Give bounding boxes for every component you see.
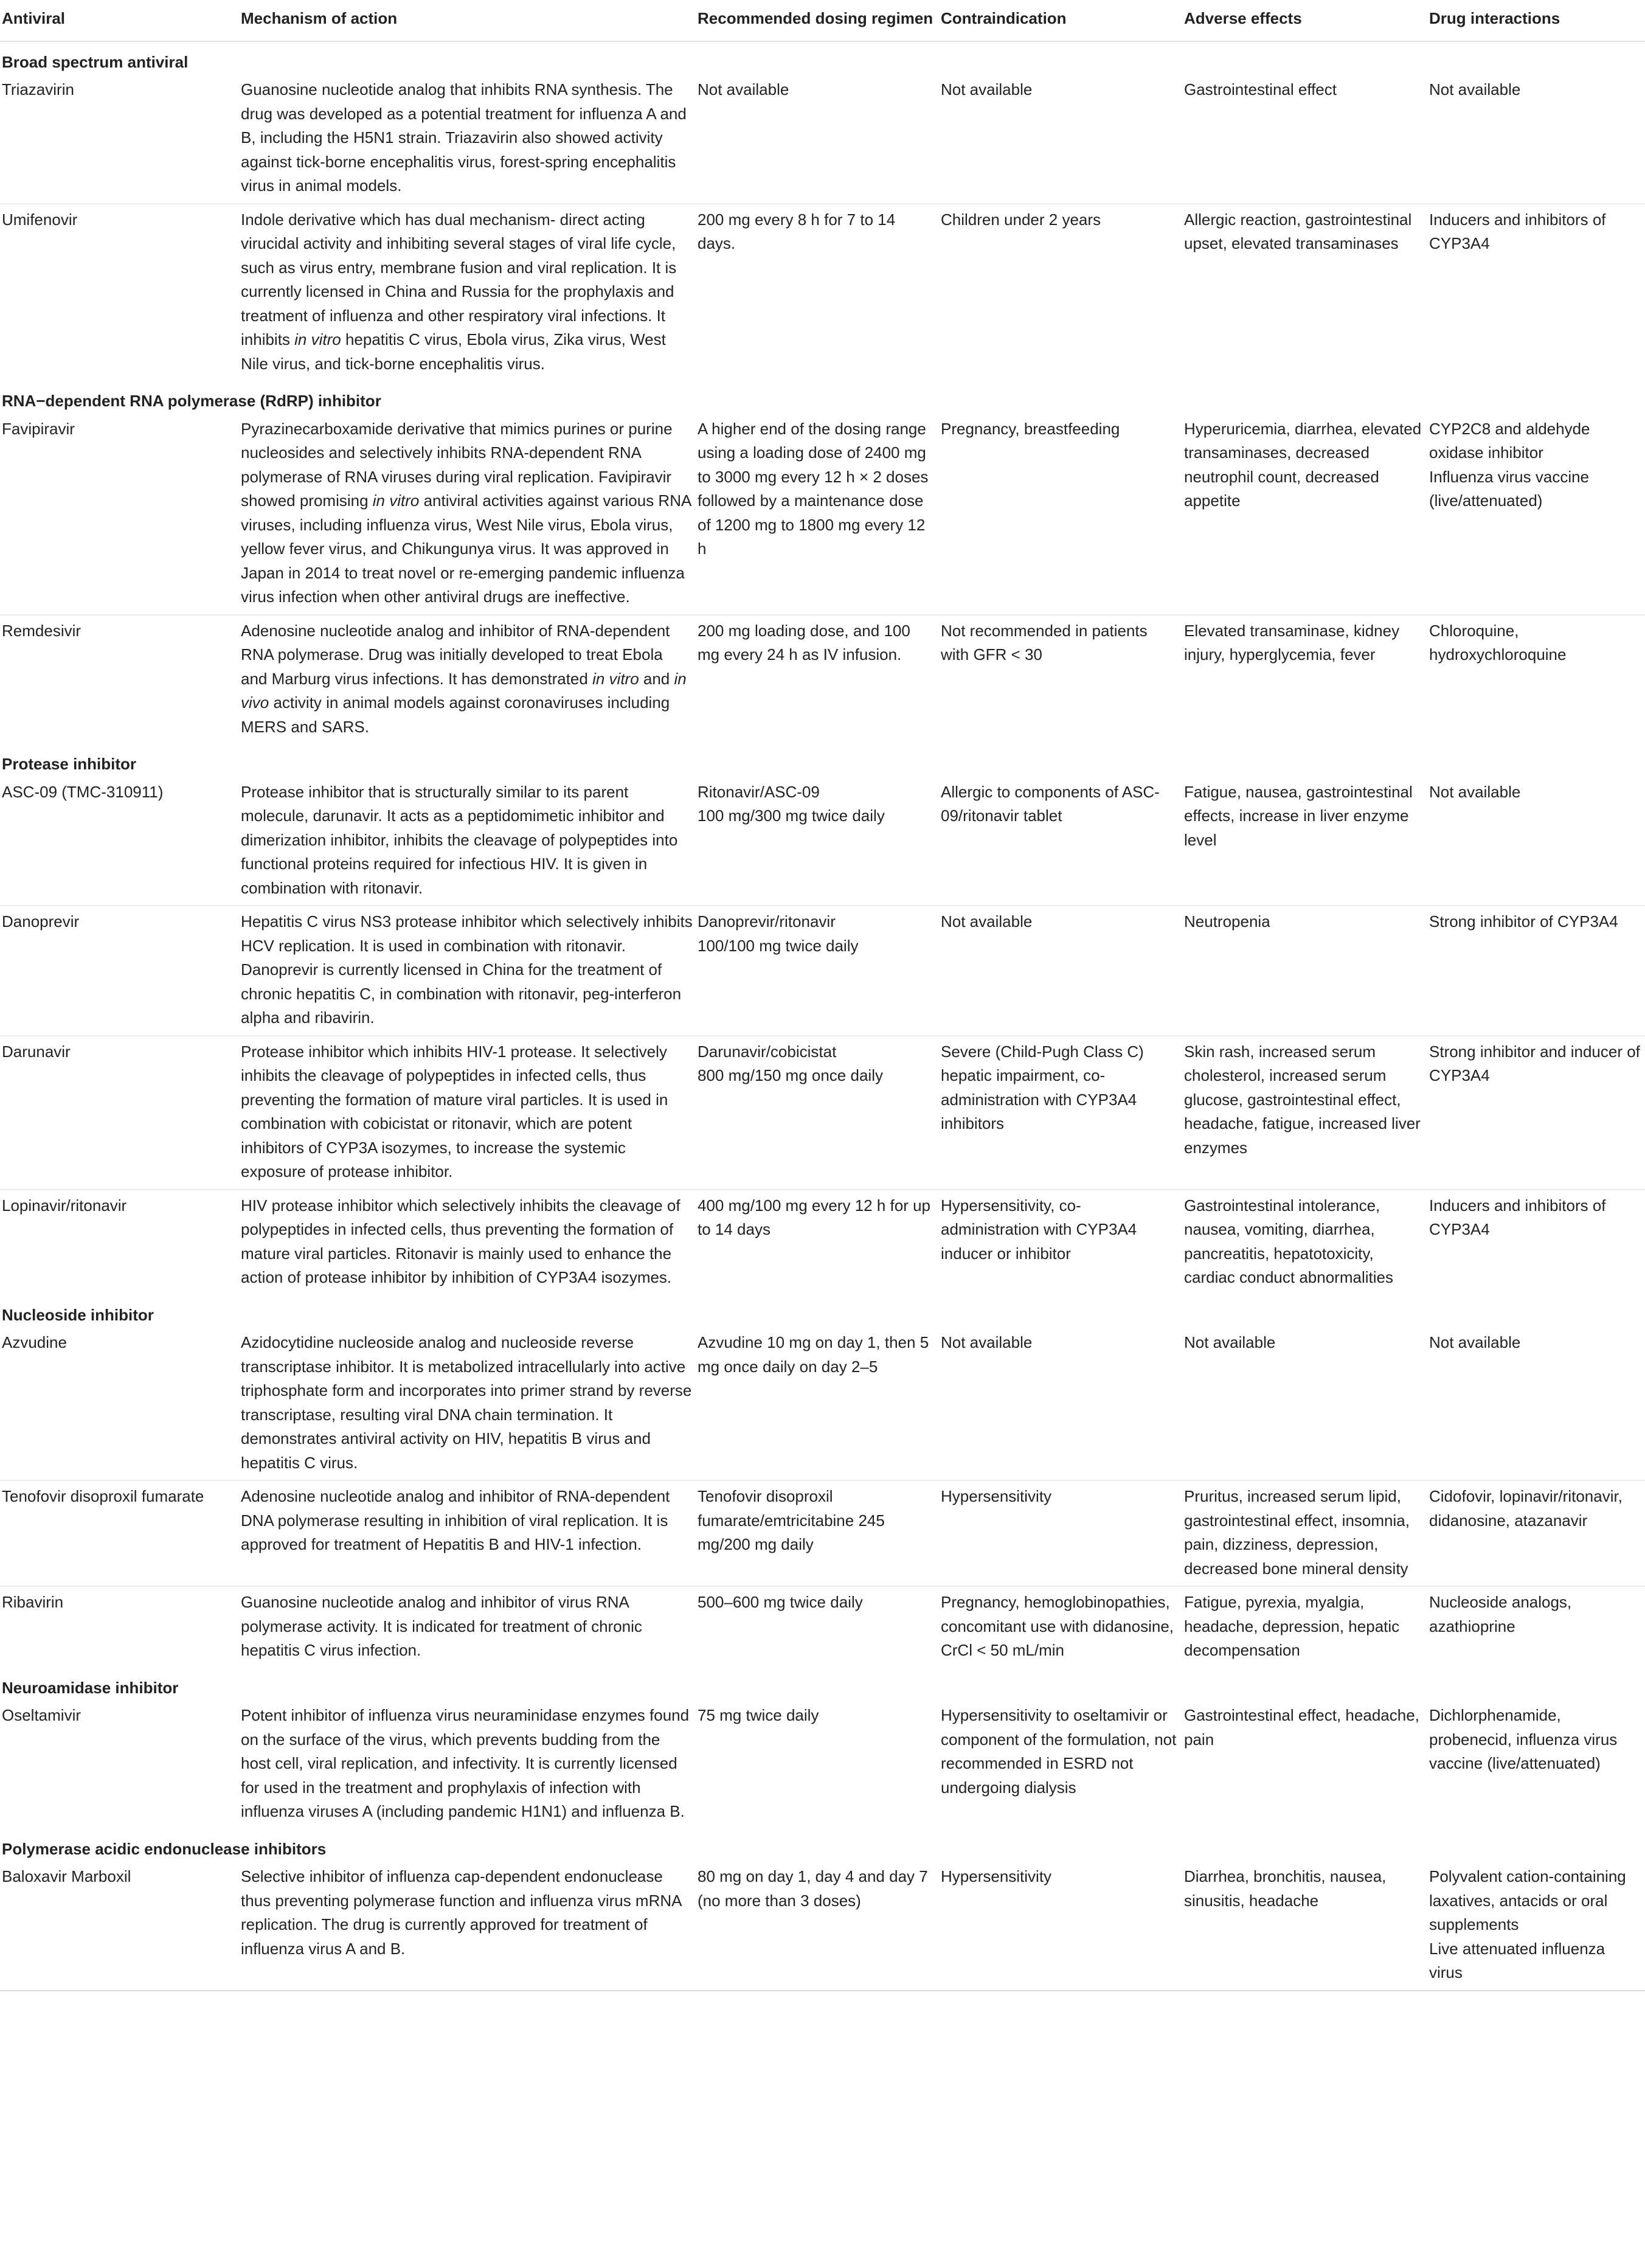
antiviral-name: Darunavir — [0, 1036, 241, 1190]
table-row — [0, 204, 1645, 381]
antiviral-name: Azvudine — [0, 1327, 241, 1480]
table-row — [0, 1586, 1645, 1668]
mechanism-of-action: Guanosine nucleotide analog and inhibitor of virus RNA polymerase activity. It is indicated for treatment of chronic hepatitis C virus infection. — [241, 1593, 642, 1659]
table-row — [0, 414, 1645, 615]
section-title: RNA−dependent RNA polymerase (RdRP) inhibitor — [2, 392, 381, 410]
text-fragment: Adenosine nucleotide analog and inhibitor of RNA-dependent RNA polymerase. Drug was initially developed to treat Ebola and Marburg virus infections. It has demonstrated — [241, 621, 670, 688]
contraindication: Not available — [941, 1327, 1184, 1480]
adverse-effects: Elevated transaminase, kidney injury, hyperglycemia, fever — [1184, 621, 1400, 664]
mechanism-of-action — [241, 204, 698, 381]
adverse-effects: Not available — [1184, 1327, 1429, 1480]
adverse-effects: Gastrointestinal effect, headache, pain — [1184, 1706, 1419, 1749]
section-row — [0, 1668, 1645, 1701]
adverse-effects: Fatigue, pyrexia, myalgia, headache, depression, hepatic decompensation — [1184, 1593, 1400, 1659]
contraindication: Pregnancy, hemoglobinopathies, concomitant use with didanosine, CrCl < 50 mL/min — [941, 1593, 1174, 1659]
contraindication: Hypersensitivity — [941, 1861, 1184, 1991]
mechanism-of-action: Hepatitis C virus NS3 protease inhibitor which selectively inhibits HCV replication. It is used in combination with ritonavir. Danoprevir is currently licensed in China for the treatment of chronic hepatitis C, in combination with ritonavir, peg-interferon alpha and ribavirin. — [241, 906, 698, 1036]
section-row — [0, 744, 1645, 777]
header-mechanism: Mechanism of action — [241, 0, 698, 41]
adverse-effects: Skin rash, increased serum cholesterol, increased serum glucose, gastrointestinal effect, headache, fatigue, increased liver enzymes — [1184, 1036, 1429, 1190]
dosing-regimen: Ritonavir/ASC-09 100 mg/300 mg twice daily — [698, 777, 941, 906]
antiviral-name: Oseltamivir — [2, 1706, 81, 1724]
section-title: Broad spectrum antiviral — [2, 52, 189, 71]
table-row — [0, 1480, 1645, 1586]
mechanism-of-action: Protease inhibitor that is structurally similar to its parent molecule, darunavir. It acts as a peptidomimetic inhibitor and dimerization inhibitor, inhibits the cleavage of polypeptides into functional proteins required for infectious HIV. It is given in combination with ritonavir. — [241, 777, 698, 906]
contraindication: Severe (Child-Pugh Class C) hepatic impairment, co-administration with CYP3A4 inhibitors — [941, 1036, 1184, 1190]
drug-interactions: Strong inhibitor of CYP3A4 — [1429, 906, 1645, 1036]
mechanism-of-action: Potent inhibitor of influenza virus neuraminidase enzymes found on the surface of the virus, which prevents budding from the host cell, viral replication, and infectivity. It is currently licensed for used in the treatment and prophylaxis of infection with influenza viruses A (including pandemic H1N1) and influenza B. — [241, 1706, 690, 1820]
text-fragment: activity in animal models against coronaviruses including MERS and SARS. — [241, 693, 670, 736]
contraindication: Not recommended in patients with GFR < 30 — [941, 621, 1148, 664]
dosing-regimen: 75 mg twice daily — [698, 1706, 819, 1724]
adverse-effects: Gastrointestinal effect — [1184, 74, 1429, 204]
contraindication: Hypersensitivity, co-administration with CYP3A4 inducer or inhibitor — [941, 1196, 1137, 1263]
header-dosing: Recommended dosing regimen — [698, 0, 941, 41]
drug-interactions: Chloroquine, hydroxychloroquine — [1429, 621, 1567, 664]
antiviral-name: Ribavirin — [2, 1593, 64, 1611]
antiviral-name: Triazavirin — [0, 74, 241, 204]
italic-term: in vitro — [592, 669, 639, 688]
header-adverse-effects: Adverse effects — [1184, 0, 1429, 41]
antiviral-name: Baloxavir Marboxil — [0, 1861, 241, 1991]
drug-interactions: Polyvalent cation-containing laxatives, antacids or oral supplements Live attenuated influenza virus — [1429, 1861, 1645, 1991]
section-row — [0, 1829, 1645, 1862]
drug-interactions: Strong inhibitor and inducer of CYP3A4 — [1429, 1036, 1645, 1190]
contraindication: Not available — [941, 74, 1184, 204]
italic-term: in vitro — [372, 491, 420, 510]
contraindication: Hypersensitivity to oseltamivir or component of the formulation, not recommended in ESRD not undergoing dialysis — [941, 1706, 1177, 1797]
section-row — [0, 1295, 1645, 1328]
table-row — [0, 906, 1645, 1036]
table-row — [0, 1700, 1645, 1829]
italic-term: in vitro — [294, 330, 341, 349]
table-row — [0, 1861, 1645, 1991]
section-row — [0, 381, 1645, 414]
section-row — [0, 41, 1645, 75]
mechanism-of-action: HIV protease inhibitor which selectively inhibits the cleavage of polypeptides in infected cells, thus preventing the formation of mature viral particles. Ritonavir is mainly used to enhance the action of protease inhibitor by inhibition of CYP3A4 isozymes. — [241, 1196, 681, 1286]
table-row — [0, 1036, 1645, 1190]
text-fragment: Indole derivative which has dual mechanism- direct acting virucidal activity and inhibiting several stages of viral life cycle, such as virus entry, membrane fusion and viral replication. It is currently licensed in China and Russia for the prophylaxis and treatment of influenza and other respiratory viral infections. It inhibits — [241, 210, 677, 349]
antiviral-name: ASC-09 (TMC-310911) — [0, 777, 241, 906]
header-contraindication: Contraindication — [941, 0, 1184, 41]
dosing-regimen: 200 mg loading dose, and 100 mg every 24 h as IV infusion. — [698, 621, 910, 664]
text-fragment: antiviral activities against various RNA viruses, including influenza virus, West Nile virus, Ebola virus, yellow fever virus, and Chikungunya virus. It was approved in Japan in 2014 to treat novel or re-emerging pandemic influenza virus infection when other antiviral drugs are ineffective. — [241, 491, 691, 606]
table-row — [0, 615, 1645, 744]
drug-interactions: Inducers and inhibitors of CYP3A4 — [1429, 210, 1606, 252]
table-row — [0, 777, 1645, 906]
adverse-effects: Fatigue, nausea, gastrointestinal effects, increase in liver enzyme level — [1184, 777, 1429, 906]
dosing-regimen: Darunavir/cobicistat 800 mg/150 mg once daily — [698, 1036, 941, 1190]
dosing-regimen: Azvudine 10 mg on day 1, then 5 mg once daily on day 2–5 — [698, 1327, 941, 1480]
header-antiviral: Antiviral — [0, 0, 241, 41]
antiviral-name: Lopinavir/ritonavir — [2, 1196, 127, 1215]
contraindication: Children under 2 years — [941, 210, 1101, 229]
italic-term: in vivo — [241, 669, 687, 712]
drug-interactions: Dichlorphenamide, probenecid, influenza virus vaccine (live/attenuated) — [1429, 1706, 1618, 1772]
drug-interactions: Not available — [1429, 74, 1645, 204]
table-row — [0, 74, 1645, 204]
adverse-effects: Allergic reaction, gastrointestinal upset, elevated transaminases — [1184, 210, 1412, 252]
contraindication: Pregnancy, breastfeeding — [941, 414, 1184, 615]
table-row — [0, 1190, 1645, 1295]
dosing-regimen: Danoprevir/ritonavir 100/100 mg twice daily — [698, 906, 941, 1036]
drug-interactions: Cidofovir, lopinavir/ritonavir, didanosine, atazanavir — [1429, 1480, 1645, 1586]
table-body — [0, 41, 1645, 1991]
antiviral-name: Tenofovir disoproxil fumarate — [0, 1480, 241, 1586]
adverse-effects: Hyperuricemia, diarrhea, elevated transaminases, decreased neutrophil count, decreased appetite — [1184, 414, 1429, 615]
section-title: Polymerase acidic endonuclease inhibitors — [2, 1839, 327, 1858]
mechanism-of-action: Azidocytidine nucleoside analog and nucleoside reverse transcriptase inhibitor. It is metabolized intracellularly into active triphosphate form and incorporates into primer strand by reverse transcriptase, resulting viral DNA chain termination. It demonstrates antiviral activity on HIV, hepatitis B virus and hepatitis C virus. — [241, 1327, 698, 1480]
antiviral-name: Danoprevir — [0, 906, 241, 1036]
mechanism-of-action — [241, 615, 698, 744]
dosing-regimen: Tenofovir disoproxil fumarate/emtricitabine 245 mg/200 mg daily — [698, 1480, 941, 1586]
antiviral-name: Umifenovir — [2, 210, 78, 229]
antiviral-name: Remdesivir — [2, 621, 81, 640]
drug-interactions: CYP2C8 and aldehyde oxidase inhibitor Influenza virus vaccine (live/attenuated) — [1429, 414, 1645, 615]
adverse-effects: Pruritus, increased serum lipid, gastrointestinal effect, insomnia, pain, dizziness, depression, decreased bone mineral density — [1184, 1480, 1429, 1586]
section-title: Nucleoside inhibitor — [2, 1305, 154, 1324]
text-fragment: and — [639, 669, 674, 688]
drug-interactions: Not available — [1429, 1327, 1645, 1480]
adverse-effects: Neutropenia — [1184, 906, 1429, 1036]
text-fragment: Pyrazinecarboxamide derivative that mimics purines or purine nucleosides and selectively inhibits RNA-dependent RNA polymerase of RNA viruses during viral replication. Favipiravir showed promising — [241, 419, 673, 510]
dosing-regimen: 400 mg/100 mg every 12 h for up to 14 days — [698, 1196, 931, 1238]
dosing-regimen: A higher end of the dosing range using a loading dose of 2400 mg to 3000 mg every 12 h × 2 doses followed by a maintenance dose of 1200 mg to 1800 mg every 12 h — [698, 414, 941, 615]
table-header — [0, 0, 1645, 41]
section-title: Protease inhibitor — [2, 755, 137, 773]
section-title: Neuroamidase inhibitor — [2, 1678, 179, 1697]
drug-interactions: Nucleoside analogs, azathioprine — [1429, 1593, 1572, 1635]
contraindication: Hypersensitivity — [941, 1480, 1184, 1586]
mechanism-of-action: Adenosine nucleotide analog and inhibitor of RNA-dependent DNA polymerase resulting in inhibition of viral replication. It is approved for treatment of Hepatitis B and HIV-1 infection. — [241, 1480, 698, 1586]
dosing-regimen: Not available — [698, 74, 941, 204]
table-row — [0, 1327, 1645, 1480]
antiviral-name: Favipiravir — [0, 414, 241, 615]
adverse-effects: Diarrhea, bronchitis, nausea, sinusitis, headache — [1184, 1861, 1429, 1991]
mechanism-of-action — [241, 414, 698, 615]
mechanism-of-action: Selective inhibitor of influenza cap-dependent endonuclease thus preventing polymerase function and influenza virus mRNA replication. The drug is currently approved for treatment of influenza virus A and B. — [241, 1861, 698, 1991]
mechanism-of-action: Protease inhibitor which inhibits HIV-1 protease. It selectively inhibits the cleavage of polypeptides in infected cells, thus preventing the formation of mature viral particles. It is used in combination with cobicistat or ritonavir, which are potent inhibitors of CYP3A isozymes, to increase the systemic exposure of protease inhibitor. — [241, 1036, 698, 1190]
text-fragment: hepatitis C virus, Ebola virus, Zika virus, West Nile virus, and tick-borne encephalitis virus. — [241, 330, 666, 373]
header-drug-interactions: Drug interactions — [1429, 0, 1645, 41]
contraindication: Not available — [941, 906, 1184, 1036]
mechanism-of-action: Guanosine nucleotide analog that inhibits RNA synthesis. The drug was developed as a potential treatment for influenza A and B, including the H5N1 strain. Triazavirin also showed activity against tick-borne encephalitis virus, forest-spring encephalitis virus in animal models. — [241, 74, 698, 204]
dosing-regimen: 500–600 mg twice daily — [698, 1593, 863, 1611]
drug-interactions: Inducers and inhibitors of CYP3A4 — [1429, 1196, 1606, 1238]
contraindication: Allergic to components of ASC-09/ritonavir tablet — [941, 777, 1184, 906]
dosing-regimen: 80 mg on day 1, day 4 and day 7 (no more than 3 doses) — [698, 1861, 941, 1991]
dosing-regimen: 200 mg every 8 h for 7 to 14 days. — [698, 210, 896, 252]
adverse-effects: Gastrointestinal intolerance, nausea, vomiting, diarrhea, pancreatitis, hepatotoxicity, cardiac conduct abnormalities — [1184, 1196, 1393, 1286]
header-row — [0, 0, 1645, 41]
drug-interactions: Not available — [1429, 777, 1645, 906]
